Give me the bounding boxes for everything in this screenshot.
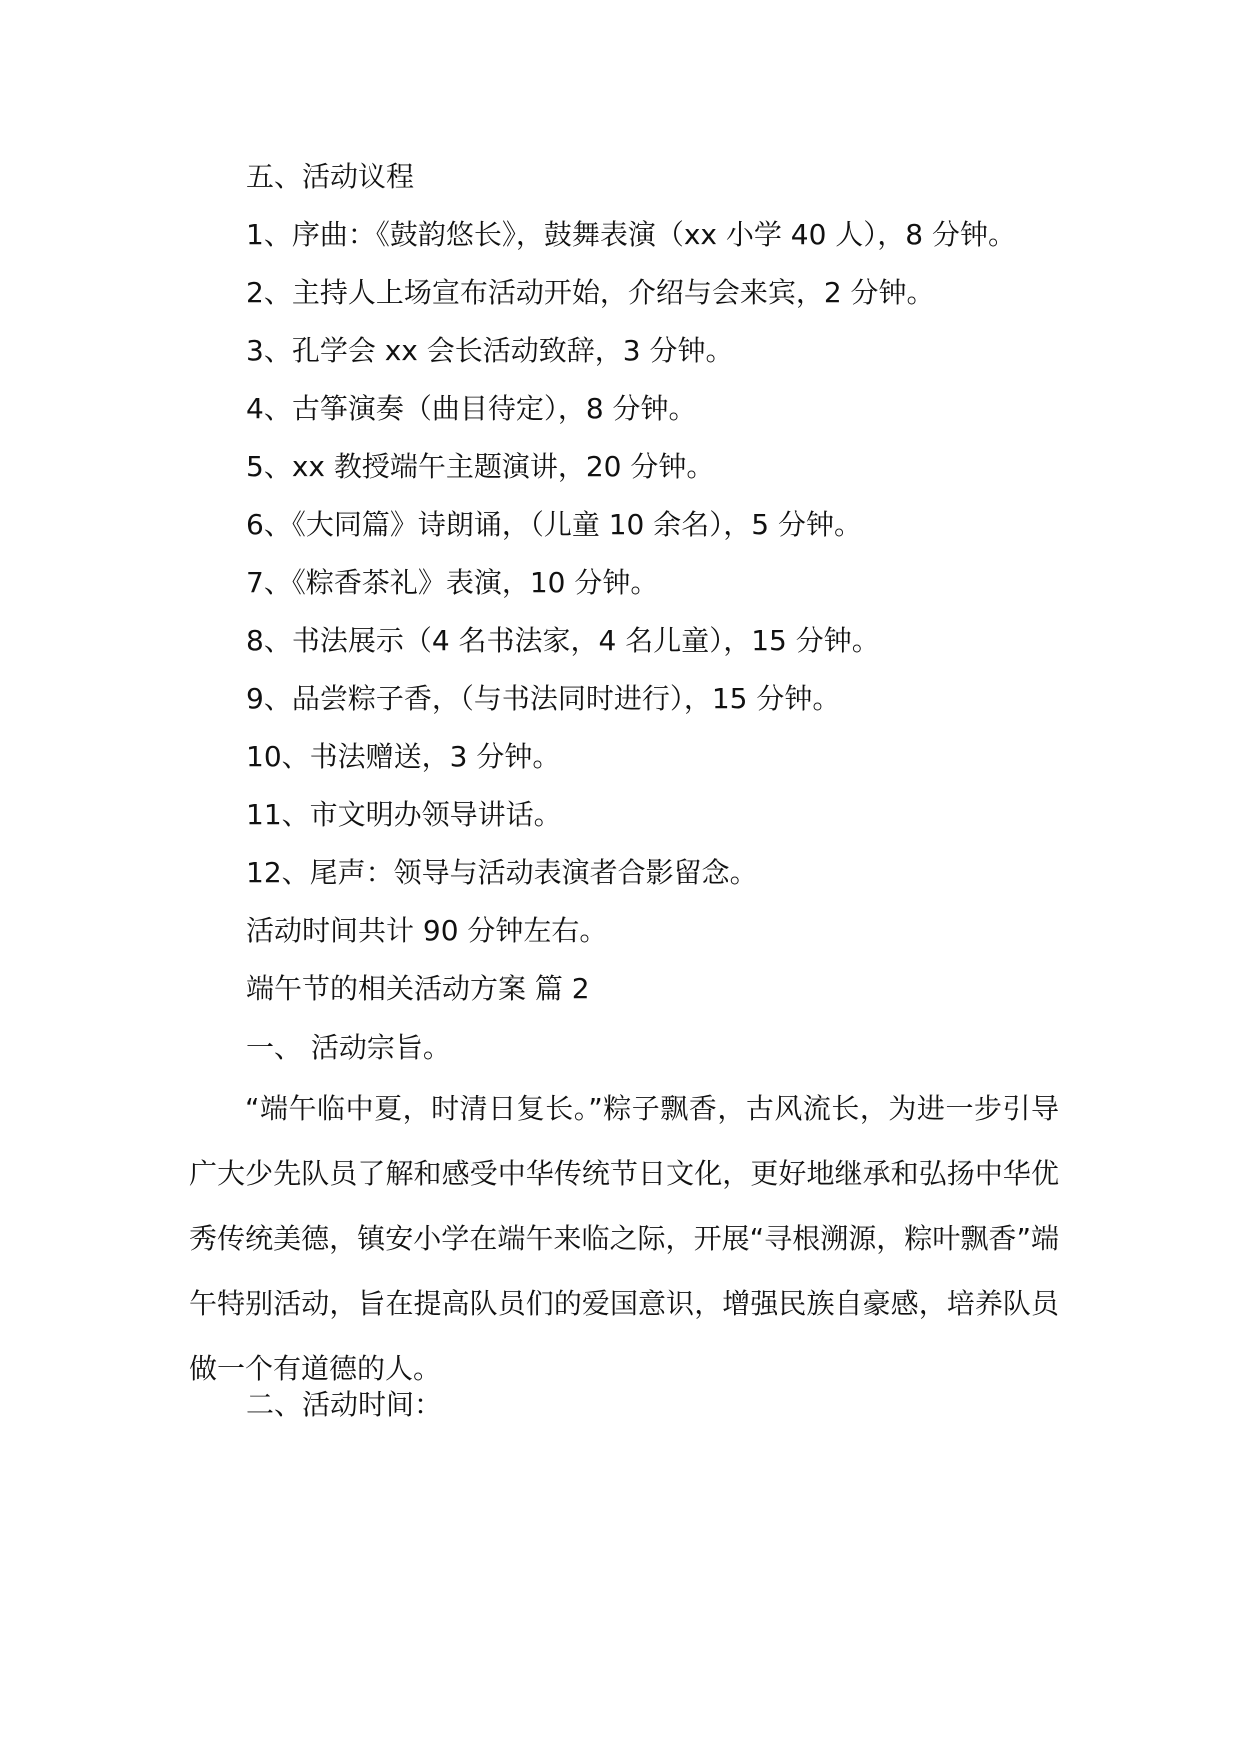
section-heading-purpose: 一、 活动宗旨。 <box>246 1031 451 1064</box>
agenda-item-8: 8、书法展示（4 名书法家，4 名儿童），15 分钟。 <box>246 624 880 657</box>
agenda-item-5: 5、xx 教授端午主题演讲，20 分钟。 <box>246 450 715 483</box>
agenda-item-11: 11、市文明办领导讲话。 <box>246 798 562 831</box>
purpose-paragraph: “端午临中夏，时清日复长。”粽子飘香，古风流长，为进一步引导广大少先队员了解和感受中华传统节日文化，更好地继承和弘扬中华优秀传统美德，镇安小学在端午来临之际，开展“寻根溯源，粽叶飘香”端午特别活动，旨在提高队员们的爱国意识，增强民族自豪感，培养队员做一个有道德的人。 <box>189 1092 1059 1385</box>
agenda-item-6: 6、《大同篇》诗朗诵，（儿童 10 余名），5 分钟。 <box>246 508 862 541</box>
section-heading-agenda: 五、活动议程 <box>246 160 415 193</box>
agenda-item-7: 7、《粽香茶礼》表演，10 分钟。 <box>246 566 659 599</box>
agenda-item-10: 10、书法赠送，3 分钟。 <box>246 740 561 773</box>
agenda-item-1: 1、序曲：《鼓韵悠长》，鼓舞表演（xx 小学 40 人），8 分钟。 <box>246 218 1017 251</box>
part2-title: 端午节的相关活动方案 篇 2 <box>246 972 590 1005</box>
section-heading-time: 二、活动时间： <box>246 1388 443 1421</box>
agenda-item-9: 9、品尝粽子香，（与书法同时进行），15 分钟。 <box>246 682 841 715</box>
agenda-item-4: 4、古筝演奏（曲目待定），8 分钟。 <box>246 392 697 425</box>
agenda-item-2: 2、主持人上场宣布活动开始，介绍与会来宾，2 分钟。 <box>246 276 935 309</box>
agenda-item-12: 12、尾声：领导与活动表演者合影留念。 <box>246 856 758 889</box>
agenda-item-3: 3、孔学会 xx 会长活动致辞，3 分钟。 <box>246 334 734 367</box>
agenda-total-time: 活动时间共计 90 分钟左右。 <box>246 914 608 947</box>
